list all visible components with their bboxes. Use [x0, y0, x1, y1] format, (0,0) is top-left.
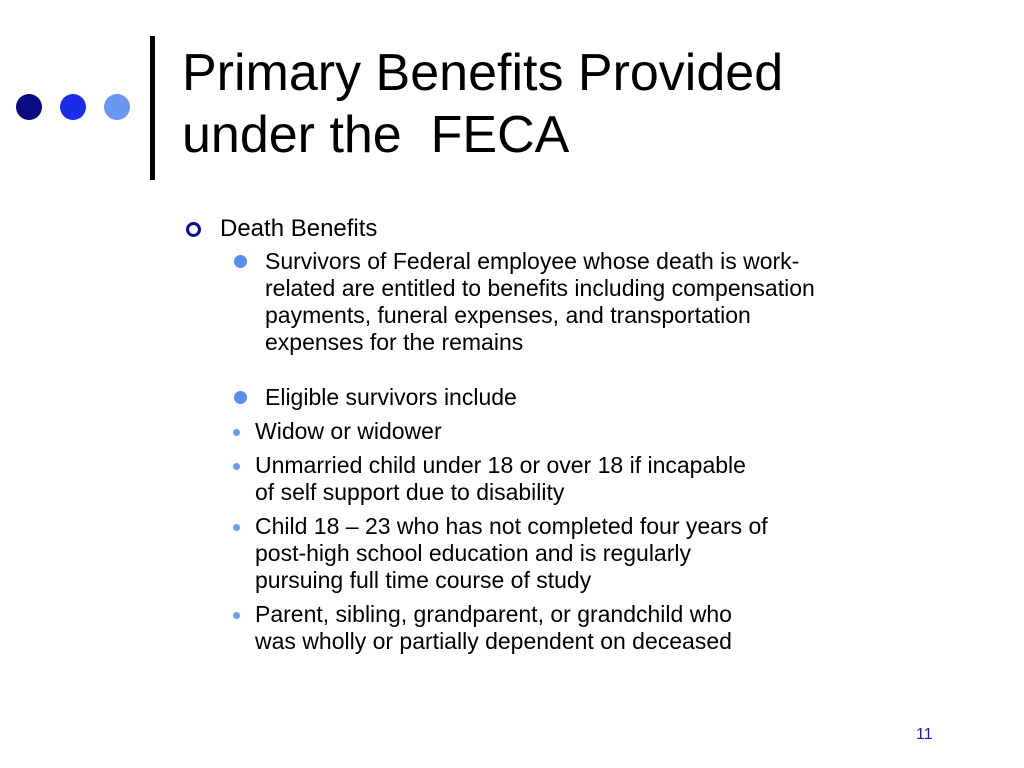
dot-mid — [60, 94, 86, 120]
subpoint-text: Child 18 – 23 who has not completed four years of — [255, 513, 768, 539]
subpoint-text: of self support due to disability — [255, 479, 565, 505]
dot-dark — [16, 94, 42, 120]
subpoint-text: pursuing full time course of study — [255, 567, 592, 593]
dot-bullet-icon — [233, 463, 240, 470]
decorative-dots — [16, 94, 132, 120]
bullet-level2-survivors — [229, 248, 974, 356]
slide-title-line-2: under the FECA — [182, 106, 570, 164]
subpoint-text: Parent, sibling, grandparent, or grandchild who — [255, 601, 732, 627]
dot-light — [104, 94, 130, 120]
title-divider — [150, 36, 155, 180]
slide-title-line-1: Primary Benefits Provided — [182, 44, 784, 102]
subpoint-text: was wholly or partially dependent on deceased — [255, 628, 732, 654]
subpoint-text: Unmarried child under 18 or over 18 if incapable — [255, 452, 746, 478]
point-text: Eligible survivors include — [265, 384, 517, 410]
bullet-level3-child-18-23 — [229, 513, 974, 594]
circle-bullet-icon — [234, 255, 247, 268]
dot-bullet-icon — [233, 429, 240, 436]
circle-bullet-icon — [234, 391, 247, 404]
dot-bullet-icon — [233, 524, 240, 531]
dot-bullet-icon — [233, 612, 240, 619]
bullet-level2-eligible — [229, 384, 974, 411]
bullet-level1 — [184, 214, 974, 244]
bullet-level3-child-under-18 — [229, 452, 974, 506]
hollow-circle-bullet-icon — [186, 222, 201, 237]
point-text: Survivors of Federal employee whose death is work- — [265, 248, 800, 274]
subpoint-text: post-high school education and is regularly — [255, 540, 691, 566]
section-heading: Death Benefits — [220, 215, 378, 242]
bullet-level3-widow — [229, 418, 974, 445]
subpoint-text: Widow or widower — [255, 418, 442, 444]
slide-title — [182, 42, 1002, 166]
point-text: expenses for the remains — [265, 329, 524, 355]
bullet-level3-parent-sibling — [229, 601, 974, 655]
point-text: related are entitled to benefits including compensation — [265, 275, 815, 301]
page-number: 11 — [916, 726, 933, 743]
point-text: payments, funeral expenses, and transportation — [265, 302, 751, 328]
slide-body — [184, 214, 974, 655]
